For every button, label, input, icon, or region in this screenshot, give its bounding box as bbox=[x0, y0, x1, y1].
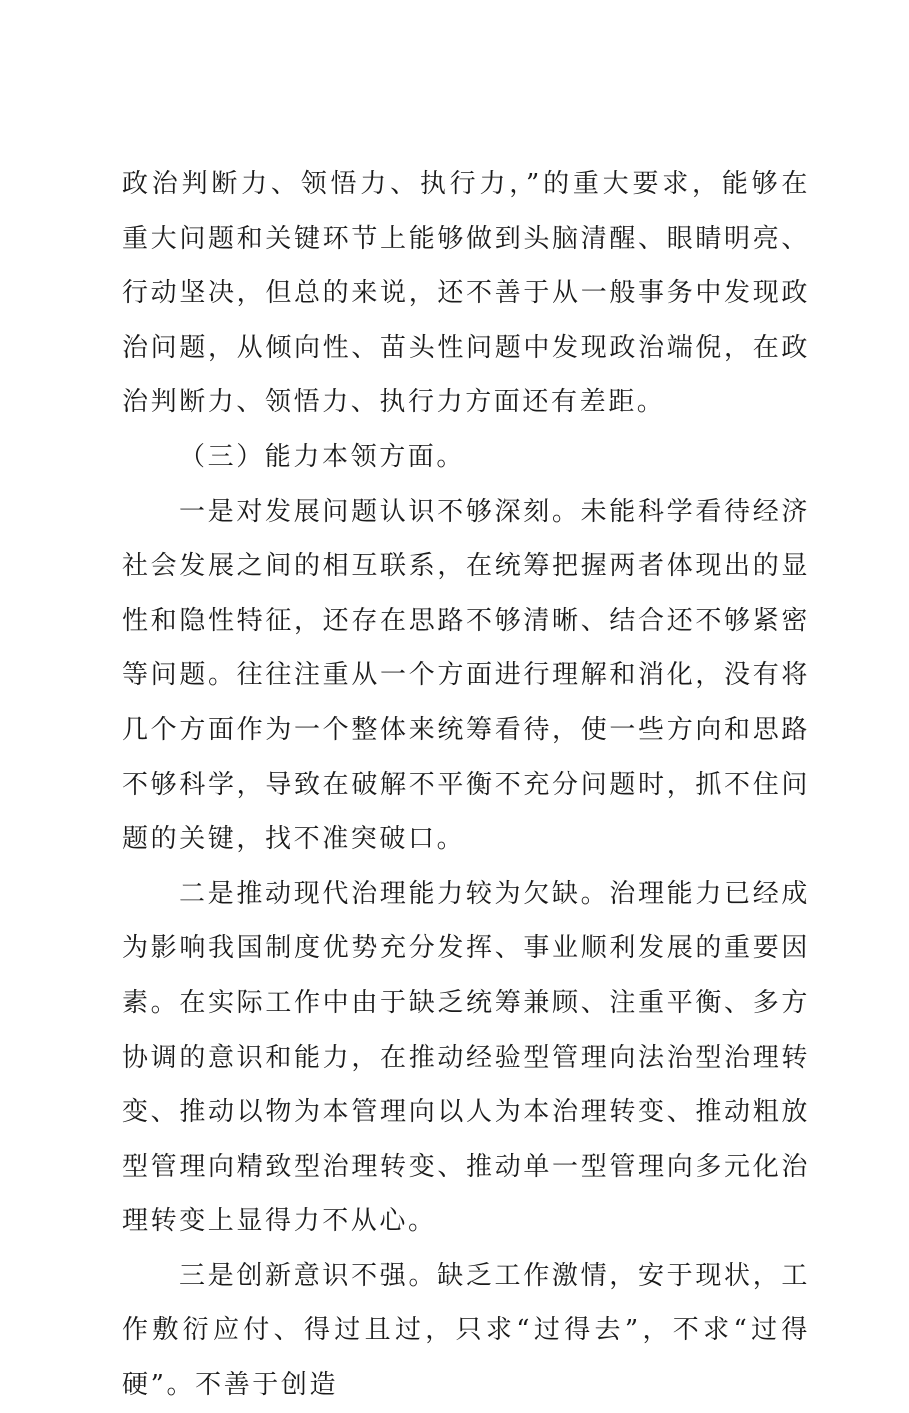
section-heading-ability: （三）能力本领方面。 bbox=[179, 441, 466, 472]
paragraph-governance-capacity: 二是推动现代治理能力较为欠缺。治理能力已经成为影响我国制度优势充分发挥、事业顺利发展的重要因素。在实际工作中由于缺乏统筹兼顾、注重平衡、多方协调的意识和能力，在推动经验型管理向法治型治理转变、推动以物为本管理向以人为本治理转变、推动粗放型管理向精致型治理转变、推动单一型管理向多元化治理转变上显得力不从心。 bbox=[122, 878, 810, 1237]
paragraph-political-judgment: 政治判断力、领悟力、执行力，”的重大要求，能够在重大问题和关键环节上能够做到头脑清醒、眼睛明亮、行动坚决，但总的来说，还不善于从一般事务中发现政治问题，从倾向性、苗头性问题中发现政治端倪，在政治判断力、领悟力、执行力方面还有差距。 bbox=[122, 169, 810, 418]
paragraph-development-understanding: 一是对发展问题认识不够深刻。未能科学看待经济社会发展之间的相互联系，在统筹把握两者体现出的显性和隐性特征，还存在思路不够清晰、结合还不够紧密等问题。往往注重从一个方面进行理解和消化，没有将几个方面作为一个整体来统筹看待，使一些方向和思路不够科学，导致在破解不平衡不充分问题时，抓不住问题的关键，找不准突破口。 bbox=[122, 496, 810, 855]
paragraph-innovation-awareness: 三是创新意识不强。缺乏工作激情，安于现状，工作敷衍应付、得过且过，只求“过得去”，不求“过得硬”。不善于创造 bbox=[122, 1260, 810, 1401]
document-body bbox=[122, 157, 810, 1413]
